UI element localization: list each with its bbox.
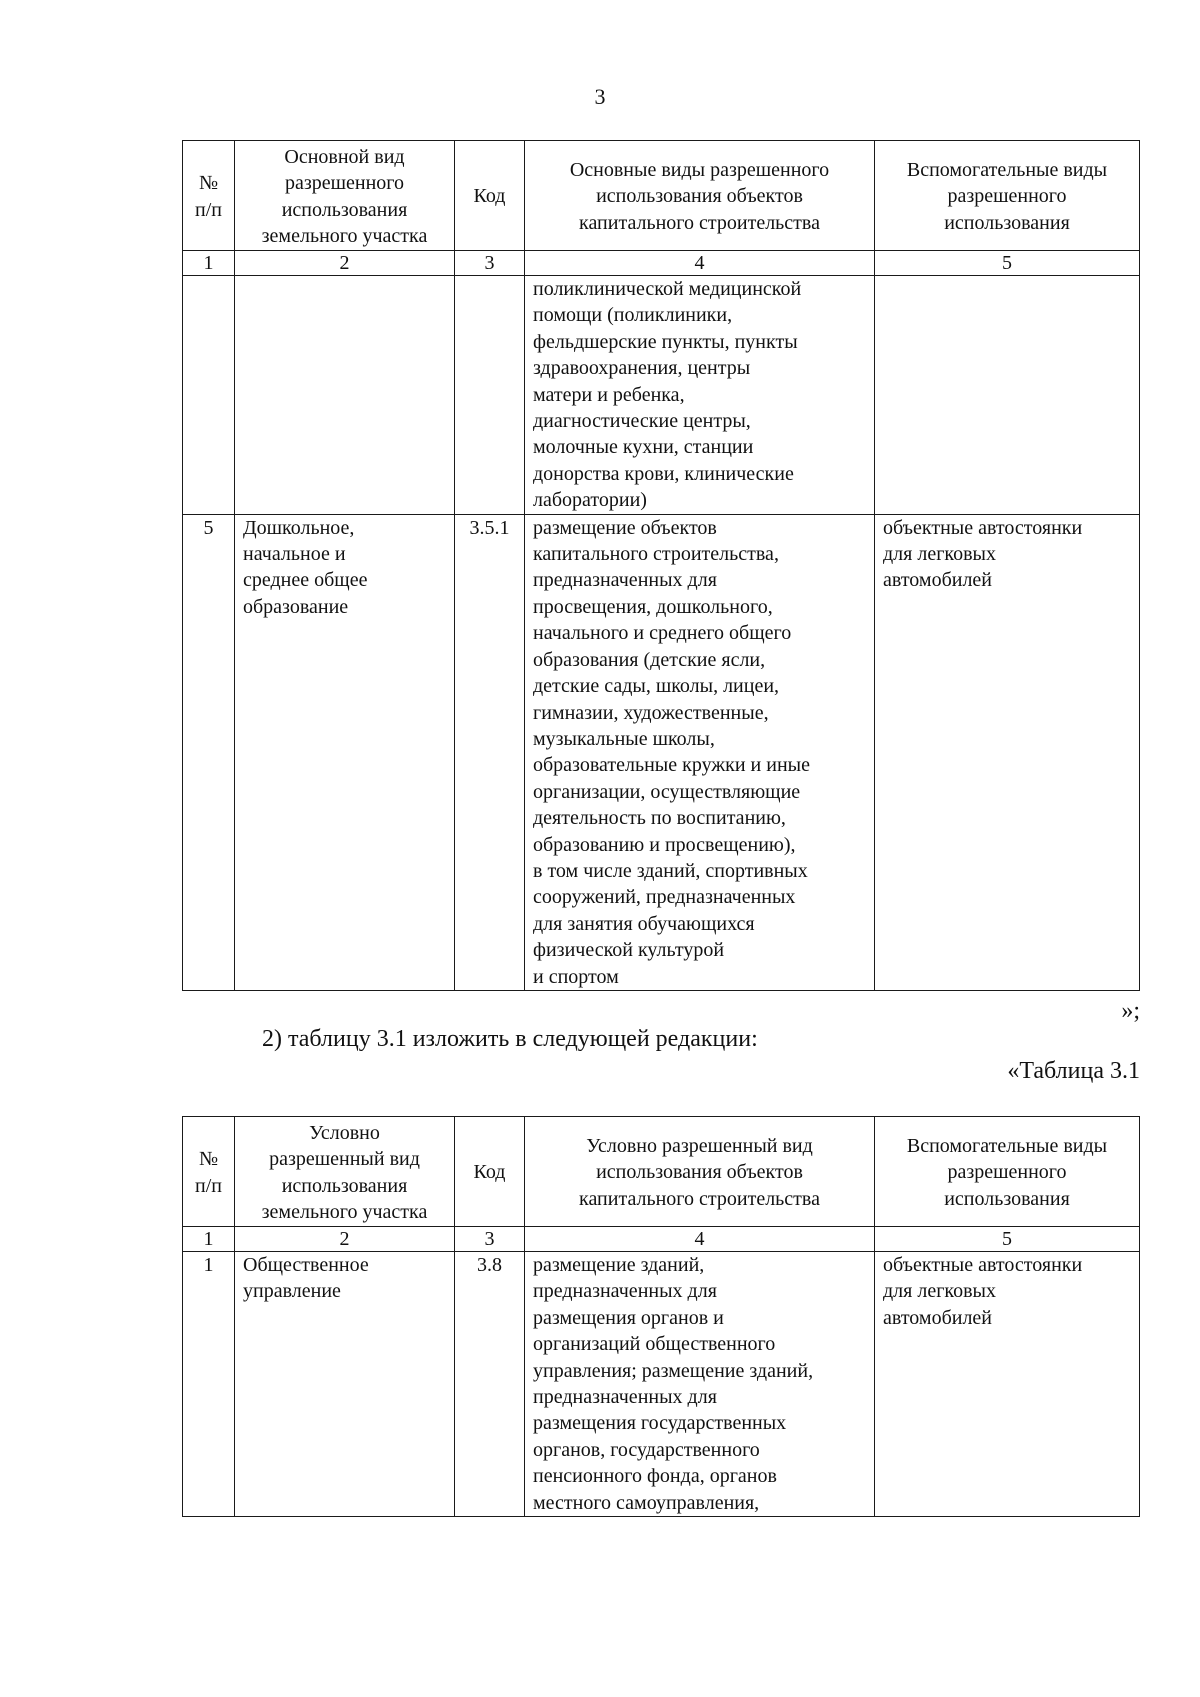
land-use-type: [235, 276, 455, 515]
page-number: 3: [594, 84, 606, 109]
header-main-uses: Основные виды разрешенного использования объектов капитального строительства: [525, 141, 875, 251]
column-number: 5: [875, 251, 1140, 276]
table-header-row: [183, 141, 1140, 251]
table-row: [183, 1252, 1140, 1517]
column-number: 1: [183, 251, 235, 276]
header-number: № п/п: [183, 141, 235, 251]
row-number: 1: [183, 1252, 235, 1517]
use-code: [455, 276, 525, 515]
auxiliary-use: объектные автостоянки для легковых автомобилей: [875, 514, 1140, 990]
header-number: № п/п: [183, 1117, 235, 1227]
main-use-description: размещение объектов капитального строительства, предназначенных для просвещения, дошкольного, начального и среднего общего образования (детские ясли, детские сады, школы, лицеи, гимназии, художественные, музыкальные школы, образовательные кружки и иные организации, осуществляющие деятельность по воспитанию, образованию и просвещению), в том числе зданий, спортивных сооружений, предназначенных для занятия обучающихся физической культурой и спортом: [525, 514, 875, 990]
header-code: Код: [455, 141, 525, 251]
column-number: 3: [455, 1227, 525, 1252]
conditional-use-description: размещение зданий, предназначенных для размещения органов и организаций общественного управления; размещение зданий, предназначенных для размещения государственных органов, государственного пенсионного фонда, органов местного самоуправления,: [525, 1252, 875, 1517]
use-code: 3.8: [455, 1252, 525, 1517]
column-number: 4: [525, 251, 875, 276]
row-number: 5: [183, 514, 235, 990]
use-code: 3.5.1: [455, 514, 525, 990]
column-number-row: [183, 1227, 1140, 1252]
header-land-use-type: Основной вид разрешенного использования земельного участка: [235, 141, 455, 251]
column-number-row: [183, 251, 1140, 276]
main-use-description: поликлинической медицинской помощи (поликлиники, фельдшерские пункты, пункты здравоохранения, центры матери и ребенка, диагностические центры, молочные кухни, станции донорства крови, клинические лаборатории): [525, 276, 875, 515]
header-auxiliary-uses: Вспомогательные виды разрешенного использования: [875, 141, 1140, 251]
table-row: [183, 276, 1140, 515]
header-land-use-type: Условно разрешенный вид использования земельного участка: [235, 1117, 455, 1227]
auxiliary-use: [875, 276, 1140, 515]
table-header-row: [183, 1117, 1140, 1227]
header-code: Код: [455, 1117, 525, 1227]
row-number: [183, 276, 235, 515]
table-conditional-uses: [182, 1116, 1140, 1517]
column-number: 2: [235, 251, 455, 276]
table-row: [183, 514, 1140, 990]
header-auxiliary-uses: Вспомогательные виды разрешенного использования: [875, 1117, 1140, 1227]
land-use-type: Общественное управление: [235, 1252, 455, 1517]
column-number: 3: [455, 251, 525, 276]
land-use-type: Дошкольное, начальное и среднее общее образование: [235, 514, 455, 990]
instruction-text: 2) таблицу 3.1 изложить в следующей редакции:: [262, 1026, 758, 1052]
table-main-uses: [182, 140, 1140, 991]
column-number: 1: [183, 1227, 235, 1252]
closing-quote: »;: [1121, 998, 1140, 1024]
auxiliary-use: объектные автостоянки для легковых автомобилей: [875, 1252, 1140, 1517]
column-number: 4: [525, 1227, 875, 1252]
table-caption: «Таблица 3.1: [1007, 1058, 1140, 1084]
header-conditional-uses: Условно разрешенный вид использования объектов капитального строительства: [525, 1117, 875, 1227]
column-number: 5: [875, 1227, 1140, 1252]
column-number: 2: [235, 1227, 455, 1252]
